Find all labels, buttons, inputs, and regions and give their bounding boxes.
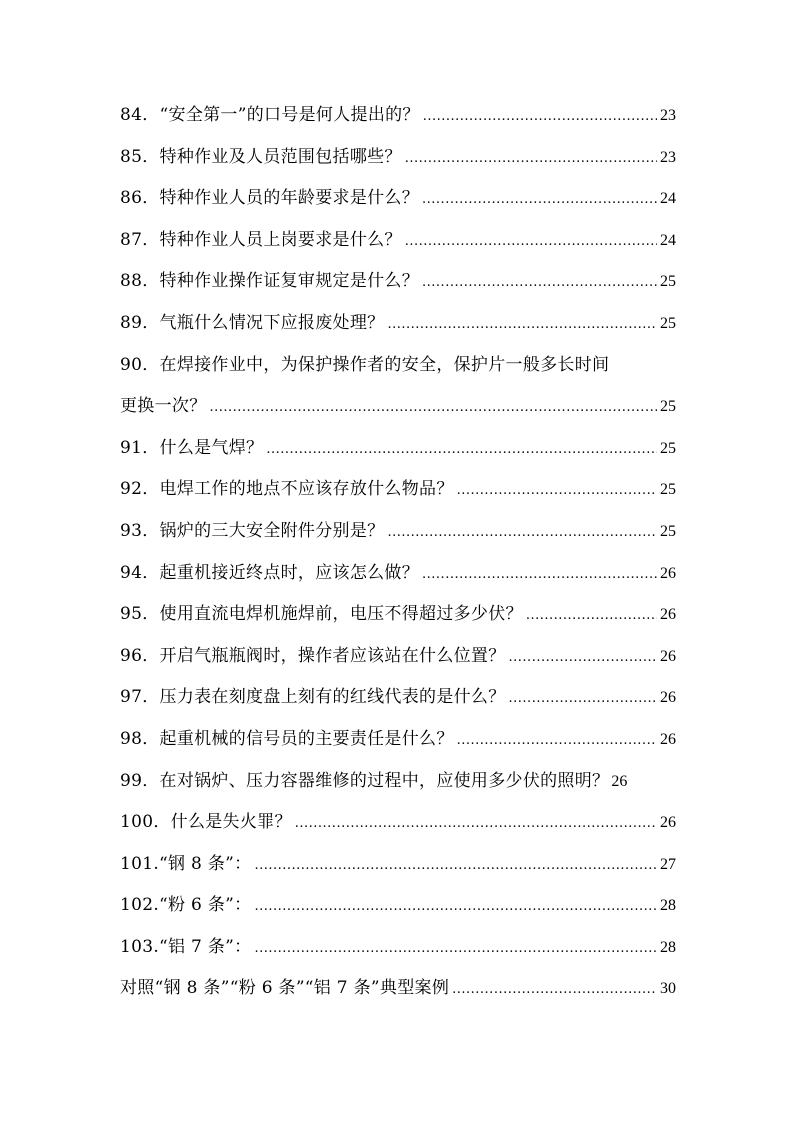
toc-entry-page: 26 [611,772,628,790]
toc-entry-91[interactable] [120,428,676,470]
toc-entry-title: 更换一次？ [120,396,207,417]
toc-entry-97[interactable] [120,677,676,719]
toc-entry-title: 87．特种作业人员上岗要求是什么？ [120,229,402,250]
toc-leader-dots [266,429,657,471]
toc-entry-100[interactable] [120,802,676,844]
toc-entry-page: 27 [660,855,676,873]
toc-entry-page: 26 [660,730,676,748]
toc-entry-92[interactable] [120,469,676,511]
toc-entry-page: 26 [660,564,676,582]
toc-entry-87[interactable] [120,220,676,262]
toc-entry-typical-cases[interactable] [120,968,676,1010]
toc-entry-title: 94．起重机接近终点时，应该怎么做？ [120,562,420,583]
toc-entry-page: 26 [660,647,676,665]
toc-entry-page: 25 [660,314,676,332]
toc-entry-title: 对照“钢 8 条”“粉 6 条”“铝 7 条”典型案例 [120,978,450,999]
toc-entry-page: 25 [660,439,676,457]
toc-entry-title: 102.“粉 6 条”： [120,895,252,916]
toc-entry-page: 23 [660,107,676,124]
toc-entry-95[interactable] [120,594,676,636]
toc-leader-dots [405,221,657,263]
toc-leader-dots [526,595,657,637]
toc-entry-102[interactable] [120,885,676,927]
toc-entry-88[interactable] [120,261,676,303]
toc-entry-page: 26 [660,606,676,624]
toc-leader-dots [254,886,657,928]
toc-entry-page: 30 [660,980,676,998]
table-of-contents [120,95,676,1010]
toc-entry-page: 25 [660,522,676,540]
toc-entry-page: 25 [660,273,676,291]
toc-leader-dots [254,928,657,970]
toc-leader-dots [295,803,657,845]
toc-entry-89[interactable] [120,303,676,345]
toc-leader-dots [422,262,657,304]
toc-entry-page: 25 [660,398,676,416]
toc-entry-103[interactable] [120,927,676,969]
toc-leader-dots [422,554,657,596]
toc-leader-dots [509,637,657,679]
toc-leader-dots [457,470,657,512]
toc-entry-90-continued[interactable] [120,386,676,428]
toc-entry-page: 26 [660,689,676,707]
toc-leader-dots [387,512,657,554]
toc-leader-dots [423,96,657,138]
toc-entry-title: 92．电焊工作的地点不应该存放什么物品？ [120,479,454,500]
toc-entry-title: 97．压力表在刻度盘上刻有的红线代表的是什么？ [120,687,506,708]
toc-entry-96[interactable] [120,636,676,678]
toc-entry-title: 88．特种作业操作证复审规定是什么？ [120,271,420,292]
toc-entry-99[interactable] [120,761,692,803]
toc-entry-title: 86．特种作业人员的年龄要求是什么？ [120,188,420,209]
toc-entry-title: 99．在对锅炉、压力容器维修的过程中，应使用多少伏的照明？ [120,770,610,791]
toc-entry-title: 95．使用直流电焊机施焊前，电压不得超过多少伏？ [120,604,523,625]
toc-entry-title: 96．开启气瓶瓶阀时，操作者应该站在什么位置？ [120,645,506,666]
toc-entry-title: 85．特种作业及人员范围包括哪些？ [120,146,402,167]
toc-entry-84[interactable] [120,95,676,137]
toc-entry-page: 28 [660,938,676,956]
toc-leader-dots [387,304,657,346]
toc-entry-page: 28 [660,897,676,915]
toc-entry-85[interactable] [120,137,676,179]
toc-entry-page: 24 [660,190,676,208]
toc-entry-title: 84．“安全第一”的口号是何人提出的？ [120,105,420,125]
toc-entry-page: 23 [660,148,676,166]
toc-leader-dots [452,969,657,1011]
toc-entry-86[interactable] [120,178,676,220]
toc-entry-title: 90．在焊接作业中，为保护操作者的安全，保护片一般多长时间 [120,354,610,375]
toc-entry-title: 93．锅炉的三大安全附件分别是？ [120,520,385,541]
toc-leader-dots [254,845,657,887]
toc-entry-page: 26 [660,814,676,832]
toc-entry-title: 100．什么是失火罪？ [120,812,292,833]
toc-entry-title: 103.“铝 7 条”： [120,936,252,957]
toc-entry-90[interactable] [120,345,676,387]
toc-entry-98[interactable] [120,719,676,761]
toc-leader-dots [422,179,657,221]
toc-leader-dots [457,720,657,762]
toc-entry-title: 89．气瓶什么情况下应报废处理？ [120,312,385,333]
toc-entry-page: 25 [660,481,676,499]
toc-leader-dots [210,387,658,429]
toc-entry-101[interactable] [120,844,676,886]
toc-entry-title: 98．起重机械的信号员的主要责任是什么？ [120,728,454,749]
toc-entry-93[interactable] [120,511,676,553]
toc-entry-94[interactable] [120,553,676,595]
toc-leader-dots [405,138,657,180]
toc-leader-dots [509,678,657,720]
toc-entry-title: 91．什么是气焊？ [120,437,264,458]
toc-entry-title: 101.“钢 8 条”： [120,853,252,874]
toc-entry-page: 24 [660,231,676,249]
